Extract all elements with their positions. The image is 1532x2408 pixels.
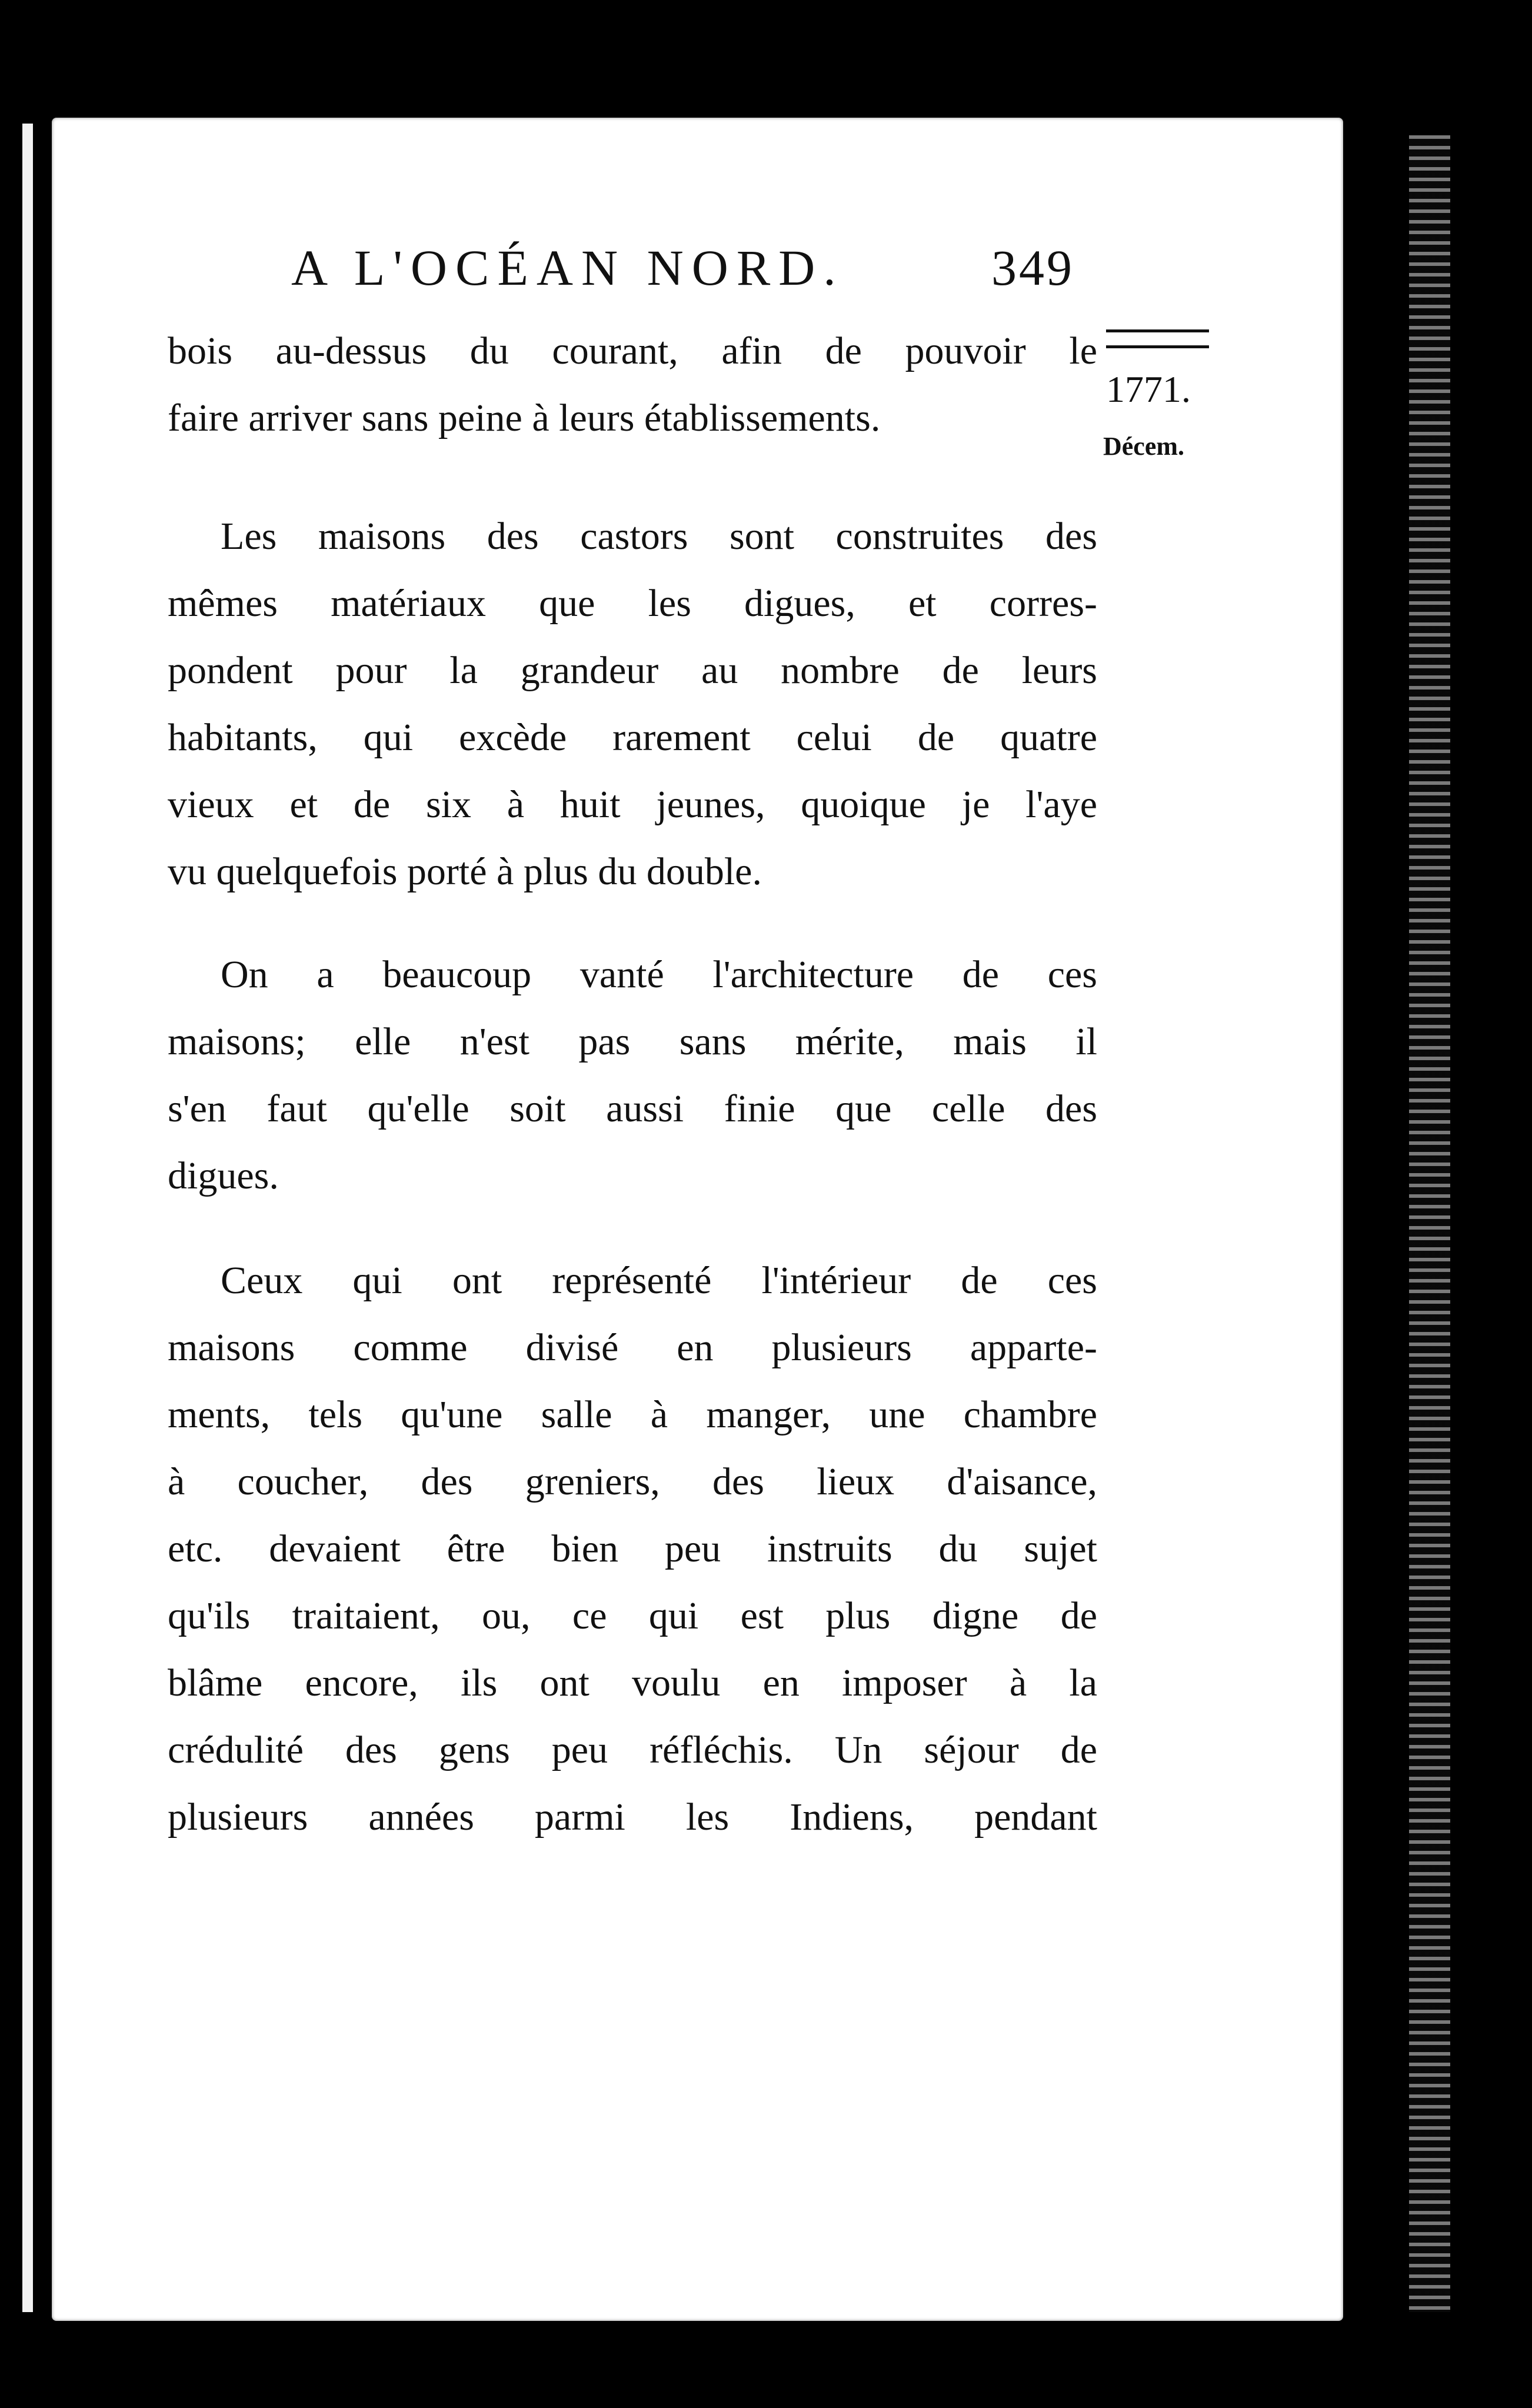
text-line: maisons; elle n'est pas sans mérite, mais il	[168, 1020, 1097, 1063]
text-line: mêmes matériaux que les digues, et corres-	[168, 582, 1097, 625]
text-line: habitants, qui excède rarement celui de quatre	[168, 716, 1097, 759]
text-line: etc. devaient être bien peu instruits du sujet	[168, 1527, 1097, 1570]
running-title: A L'OCÉAN NORD.	[291, 239, 844, 296]
paragraph-continuation	[168, 318, 1097, 452]
text-line: blâme encore, ils ont voulu en imposer à la	[168, 1661, 1097, 1704]
text-line: On a beaucoup vanté l'architecture de ces	[221, 953, 1097, 996]
text-line: vu quelquefois porté à plus du double.	[168, 850, 762, 893]
page-stack-edge	[1409, 135, 1450, 2312]
text-line: faire arriver sans peine à leurs établissements.	[168, 397, 881, 439]
text-line: crédulité des gens peu réfléchis. Un séjour de	[168, 1728, 1097, 1771]
book-spine-edge	[22, 124, 33, 2312]
text-line: digues.	[168, 1154, 279, 1197]
paragraph-interior	[168, 1247, 1097, 1851]
margin-year-note: 1771.	[1106, 368, 1191, 410]
margin-month-note: Décem.	[1103, 432, 1185, 461]
text-line: qu'ils traitaient, ou, ce qui est plus digne de	[168, 1594, 1097, 1637]
text-line: ments, tels qu'une salle à manger, une chambre	[168, 1393, 1097, 1436]
text-line: Les maisons des castors sont construites des	[221, 515, 1097, 558]
margin-double-rule	[1106, 329, 1209, 348]
text-line: bois au-dessus du courant, afin de pouvoir le	[168, 329, 1097, 372]
text-line: à coucher, des greniers, des lieux d'aisance,	[168, 1460, 1097, 1503]
text-line: pondent pour la grandeur au nombre de leurs	[168, 649, 1097, 692]
text-line: Ceux qui ont représenté l'intérieur de ces	[221, 1259, 1097, 1302]
text-line: vieux et de six à huit jeunes, quoique je l'aye	[168, 783, 1097, 826]
paragraph-beaver-houses	[168, 503, 1097, 905]
text-line: s'en faut qu'elle soit aussi finie que celle des	[168, 1087, 1097, 1130]
text-line: plusieurs années parmi les Indiens, pendant	[168, 1796, 1097, 1839]
paragraph-architecture	[168, 941, 1097, 1210]
page-number: 349	[991, 239, 1074, 296]
text-line: maisons comme divisé en plusieurs apparte-	[168, 1326, 1097, 1369]
running-header	[291, 238, 1162, 303]
